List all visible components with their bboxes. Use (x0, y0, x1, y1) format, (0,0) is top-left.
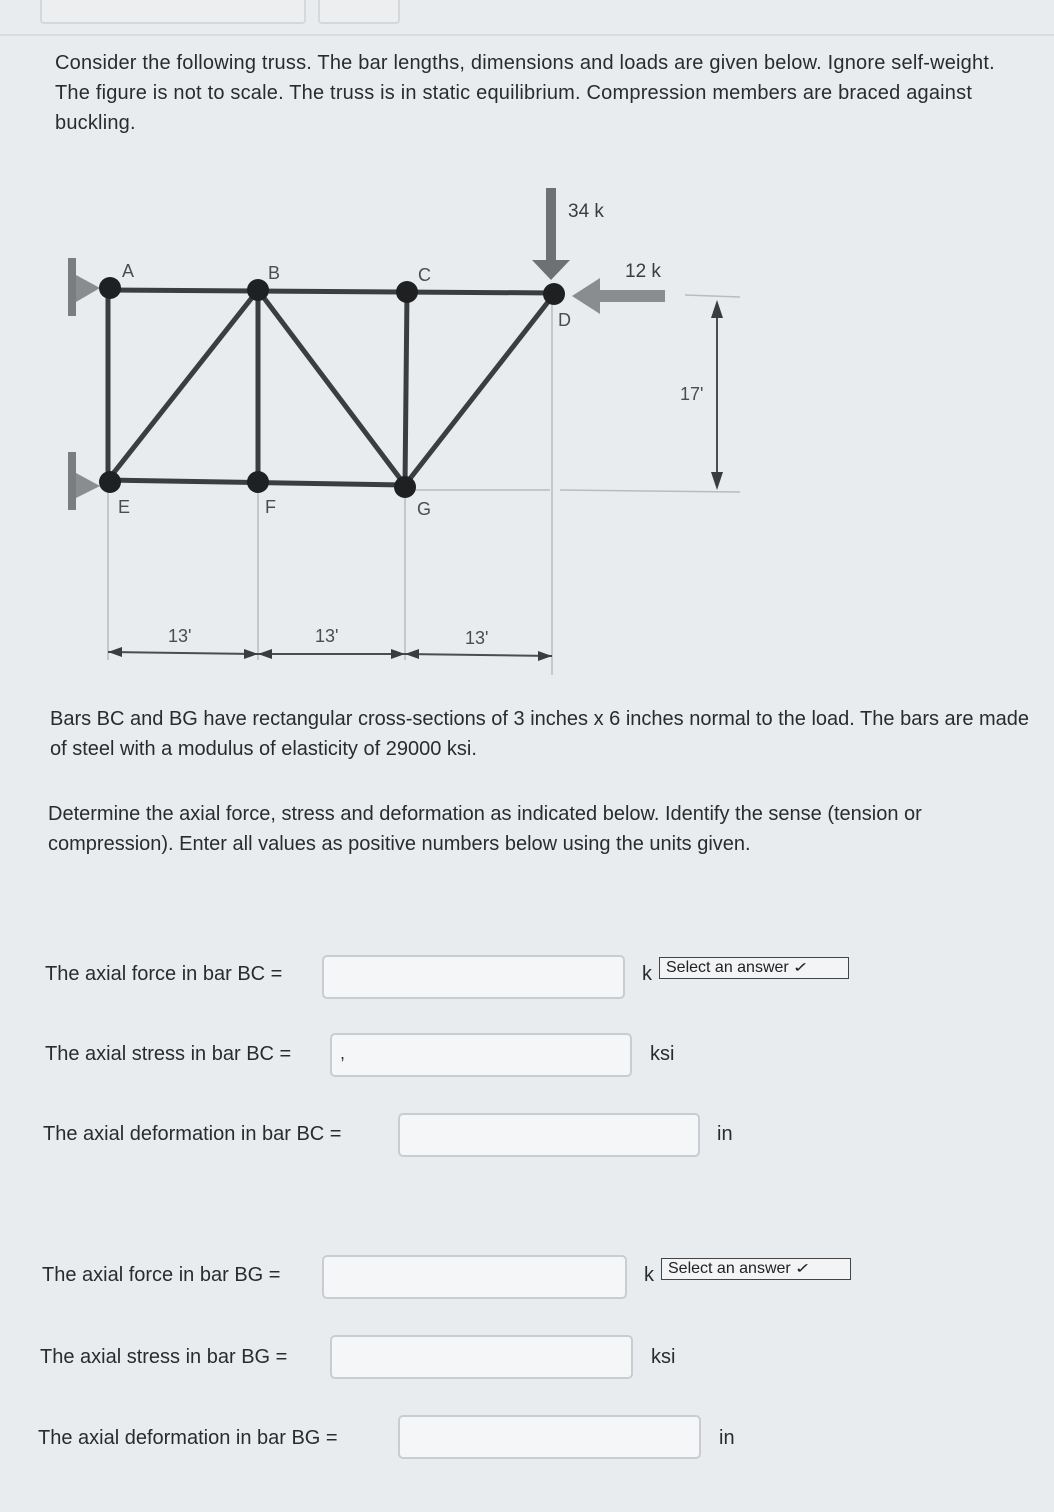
load-label-horizontal: 12 k (625, 261, 661, 282)
truss-figure (60, 180, 760, 680)
label-f: F (265, 497, 276, 517)
span-label-1: 13' (168, 626, 192, 646)
label-b: B (268, 263, 281, 283)
instructions: Determine the axial force, stress and deformation as indicated below. Identify the sense (tension or compression). Enter all values as positive numbers below using the units given. (48, 803, 922, 855)
force-bc-sense-select[interactable] (659, 957, 849, 979)
stress-bc-unit: ksi (650, 1043, 675, 1065)
question-label: The axial stress in bar BG = (40, 1346, 288, 1368)
question-label: The axial force in bar BC = (45, 963, 283, 985)
joint-e (99, 471, 121, 493)
load-label-vertical: 34 k (568, 201, 604, 222)
question-label: The axial force in bar BG = (42, 1264, 281, 1286)
load-arrow-vertical (532, 188, 570, 280)
member-top-chord (108, 290, 555, 293)
question-label: The axial deformation in bar BC = (43, 1123, 342, 1145)
support-e (68, 452, 100, 510)
height-label: 17' (680, 384, 704, 404)
force-bc-input[interactable] (322, 955, 625, 999)
member-be (108, 290, 258, 480)
chevron-down-icon: ✓ (792, 959, 809, 975)
select-label: Select an answer (666, 959, 789, 976)
deform-bc-input[interactable] (398, 1113, 700, 1157)
joint-a (99, 277, 121, 299)
truss-members (108, 290, 555, 485)
question-label: The axial deformation in bar BG = (38, 1427, 338, 1449)
joint-b (247, 279, 269, 301)
stress-bg-input[interactable] (330, 1335, 633, 1379)
joint-d (543, 283, 565, 305)
tab-right[interactable] (318, 0, 400, 24)
chevron-down-icon: ✓ (794, 1260, 811, 1276)
stress-bc-input[interactable]: , (330, 1033, 632, 1077)
member-bg (258, 290, 405, 485)
select-label: Select an answer (668, 1260, 791, 1277)
label-g: G (417, 499, 432, 519)
section-description: Bars BC and BG have rectangular cross-sections of 3 inches x 6 inches normal to the load. The bars are made of steel with a modulus of elasticity of 29000 ksi. (50, 708, 1030, 760)
force-bg-unit: k (644, 1264, 654, 1286)
question-label: The axial stress in bar BC = (45, 1043, 292, 1065)
joint-c (396, 281, 418, 303)
label-e: E (118, 497, 131, 517)
load-arrow-horizontal (572, 278, 665, 314)
label-a: A (122, 261, 135, 281)
force-bg-sense-select[interactable] (661, 1258, 851, 1280)
joint-g (394, 476, 416, 498)
span-label-2: 13' (315, 626, 339, 646)
deform-bc-unit: in (717, 1123, 733, 1145)
stress-bg-unit: ksi (651, 1346, 676, 1368)
joint-f (247, 471, 269, 493)
tab-left[interactable] (40, 0, 306, 24)
deform-bg-input[interactable] (398, 1415, 701, 1459)
member-cg (405, 292, 407, 485)
force-bg-input[interactable] (322, 1255, 627, 1299)
label-c: C (418, 265, 431, 285)
force-bc-unit: k (642, 963, 652, 985)
deform-bg-unit: in (719, 1427, 735, 1449)
span-label-3: 13' (465, 628, 489, 648)
support-a (68, 258, 100, 316)
span-dimensions (108, 652, 552, 656)
label-d: D (558, 310, 571, 330)
problem-intro: Consider the following truss. The bar lengths, dimensions and loads are given below. Ignore self-weight. The figure is not to scale. The truss is in static equilibrium. Compression members are braced against buckling. (55, 52, 995, 134)
member-dg (405, 293, 555, 485)
top-bar (0, 0, 1054, 36)
